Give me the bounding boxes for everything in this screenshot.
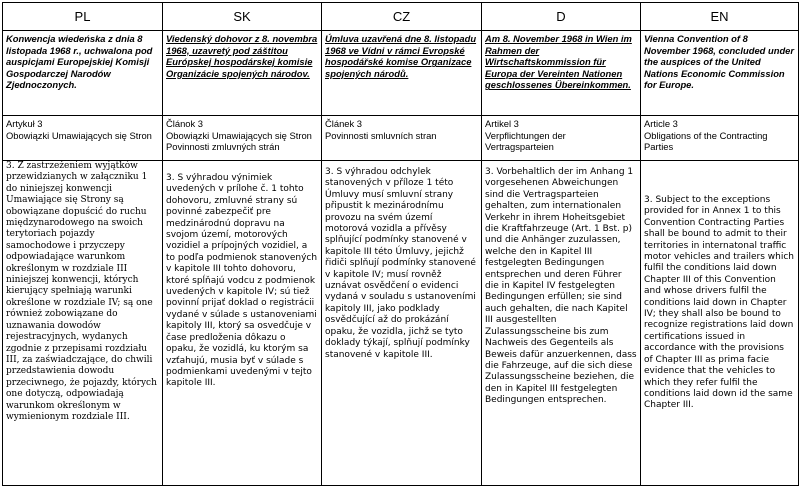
article-sk bbox=[163, 116, 322, 161]
title-cz bbox=[322, 31, 482, 116]
article-pl: Artykuł 3 Obowiązki Umawiających się Stron bbox=[3, 116, 163, 161]
header-cz: CZ bbox=[322, 3, 482, 31]
title-de-text: Am 8. November 1968 in Wien im Rahmen der Wirtschaftskommission für Europa der Vereinten Nationen geschlossenes Übereinkommen. bbox=[485, 33, 632, 91]
title-en bbox=[641, 31, 799, 116]
article-cz: Článek 3 Povinnosti smluvních stran bbox=[322, 116, 482, 161]
body-pl: 3. Z zastrzeżeniem wyjątków przewidzianych w załączniku 1 do niniejszej konwencji Umawiające się Strony są obowiązane dopuścić do ruchu międzynarodowego na swoich terytoriach pojazdy samochodowe i przyczepy odpowiadające warunkom określonym w rozdziale III niniejszej konwencji, których kierujący spełniają warunki określone w rozdziale IV; są one również zobowiązane do uznawania dowodów rejestracyjnych, wydanych zgodnie z przepisami rozdziału III, za zaświadczające, do chwili przedstawienia dowodu przeciwnego, że pojazdy, których one dotyczą, odpowiadają warunkom określonym w wymienionym rozdziale III. bbox=[3, 161, 163, 486]
title-pl bbox=[3, 31, 163, 116]
article-en: Article 3 Obligations of the Contracting Parties bbox=[641, 116, 799, 161]
title-sk bbox=[163, 31, 322, 116]
body-cz: 3. S výhradou odchylek stanovených v příloze 1 této Úmluvy musí smluvní strany připustit k mezinárodnímu provozu na svém území motorová vozidla a přívěsy splňující podmínky stanovené v kapitole III této Úmluvy, jejichž řidiči splňují podmínky stanovené v kapitole IV; musí rovněž uznávat osvědčení o evidenci vydaná v souladu s ustanoveními kapitoly III, jako podklady osvědčující až do prokázání opaku, že vozidla, jichž se tyto doklady týkají, splňují podmínky stanovené v kapitole III. bbox=[322, 161, 482, 486]
body-sk: 3. S výhradou výnimiek uvedených v prílohe č. 1 tohto dohovoru, zmluvné strany sú povinné zabezpečiť pre medzinárodnú dopravu na svojom území, motorových vozidiel a prípojných vozidiel, a to podľa podmienok stanovených v kapitole III tohto dohovoru, ktoré spĺňajú vodcu z podmienok uvedených v kapitole IV; sú tiež povinní prijať doklad o registrácii vydané v súlade s ustanoveniami kapitoly III, ktorý sa osvedčuje v čase predloženia dôkazu o opaku, že vozidlá, ku ktorým sa vzťahujú, musia byť v súlade s podmienkami uvedenými v tejto kapitole III. bbox=[163, 161, 322, 486]
article-sk-heading: Obowiązki Umawiających się Stron Povinnosti zmluvných strán bbox=[166, 129, 312, 153]
convention-title-row bbox=[3, 31, 799, 116]
body-en: 3. Subject to the exceptions provided for in Annex 1 to this Convention Contracting Parties shall be bound to admit to their territories in internatonal traffic motor vehicles and trailers which fulfil the conditions laid down Chapter III of this Convention and whose drivers fulfil the conditions laid down in Chapter IV; they shall also be bound to recognize registrations laid down certifications issued in accordance with the provisions of Chapter III as prima facie evidence that the vehicles to which they refer fulfil the conditions laid down id the same Chapter III. bbox=[641, 161, 799, 486]
title-de bbox=[482, 31, 641, 116]
translation-comparison-table bbox=[2, 2, 799, 486]
article-sk-number: Článok 3 bbox=[166, 118, 204, 129]
article-heading-row bbox=[3, 116, 799, 161]
body-de: 3. Vorbehaltlich der im Anhang 1 vorgesehenen Abweichungen sind die Vertragsparteien gehalten, zum internationalen Verkehr in ihrem Hoheitsgebiet die Kraftfahrzeuge (Art. 1 Bst. p) und die Anhänger zuzulassen, welche den in Kapitel III festgelegten Bedingungen entsprechen und deren Führer die in Kapitel IV festgelegten Bedingungen erfüllen; sie sind auch gehalten, die nach Kapitel III ausgestellten Zulassungsscheine bis zum Nachweis des Gegenteils als Beweis dafür anzuerkennen, dass die Fahrzeuge, auf die sich diese Zulassungsscheine beziehen, die den in Kapitel III festgelegten Bedingungen entsprechen. bbox=[482, 161, 641, 486]
language-header-row bbox=[3, 3, 799, 31]
article-de: Artikel 3 Verpflichtungen der Vertragsparteien bbox=[482, 116, 641, 161]
header-sk: SK bbox=[163, 3, 322, 31]
article-body-row bbox=[3, 161, 799, 486]
title-cz-text: Úmluva uzavřená dne 8. listopadu 1968 ve Vídni v rámci Evropské hospodářské komise Organizace spojených národů. bbox=[325, 33, 477, 79]
title-en-text: Vienna Convention of 8 November 1968, concluded under the auspices of the United Nations Economic Commission for Europe. bbox=[644, 33, 795, 91]
header-en: EN bbox=[641, 3, 799, 31]
header-de: D bbox=[482, 3, 641, 31]
header-pl: PL bbox=[3, 3, 163, 31]
article-sk-text bbox=[166, 118, 318, 153]
title-sk-text: Viedenský dohovor z 8. novembra 1968, uzavretý pod záštitou Európskej hospodárskej komisie Organizácie spojených národov. bbox=[166, 33, 318, 79]
title-pl-text: Konwencja wiedeńska z dnia 8 listopada 1968 r., uchwalona pod auspicjami Europejskiej Komisji Gospodarczej Narodów Zjednoczonych. bbox=[6, 33, 153, 91]
